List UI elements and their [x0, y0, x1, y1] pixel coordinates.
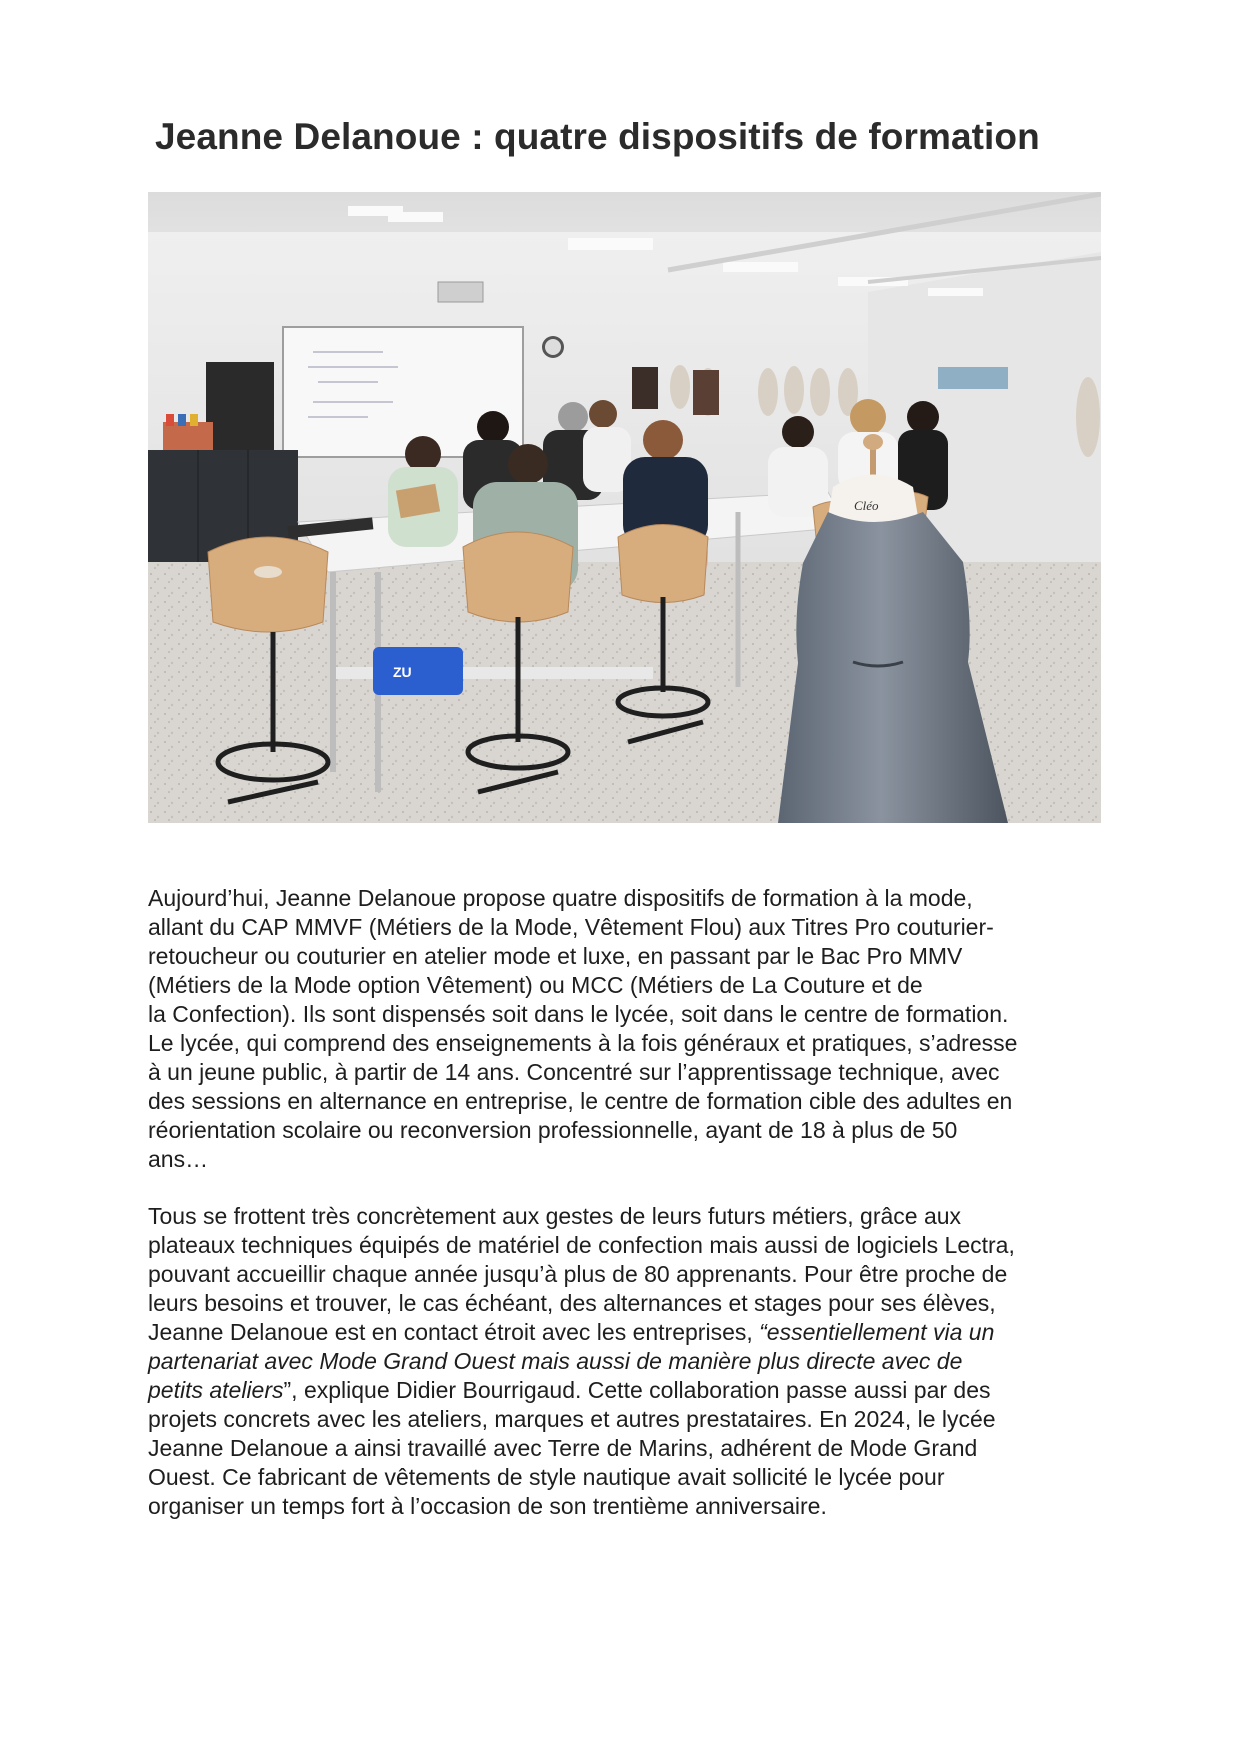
bag-lettering: ZU	[393, 664, 412, 680]
mannequin-label: Cléo	[854, 498, 879, 513]
text-line: retoucheur ou couturier en atelier mode et luxe, en passant par le Bac Pro MMV	[148, 943, 963, 969]
quote-line: partenariat avec Mode Grand Ouest mais aussi de manière plus directe avec de	[148, 1348, 963, 1374]
quote-segment: petits ateliers	[148, 1377, 284, 1403]
text-line: Aujourd’hui, Jeanne Delanoue propose quatre dispositifs de formation à la mode,	[148, 885, 973, 911]
paragraph-1	[148, 884, 1113, 1174]
text-line	[148, 1318, 1113, 1347]
text-line: projets concrets avec les ateliers, marques et autres prestataires. En 2024, le lycée	[148, 1406, 996, 1432]
text-line: Ouest. Ce fabricant de vêtements de style nautique avait sollicité le lycée pour	[148, 1464, 945, 1490]
classroom-photo	[148, 192, 1101, 823]
text-line: des sessions en alternance en entreprise, le centre de formation cible des adultes en	[148, 1088, 1013, 1114]
text-line: Le lycée, qui comprend des enseignements à la fois généraux et pratiques, s’adresse	[148, 1030, 1018, 1056]
text-line: Jeanne Delanoue a ainsi travaillé avec Terre de Marins, adhérent de Mode Grand	[148, 1435, 978, 1461]
text-line: organiser un temps fort à l’occasion de son trentième anniversaire.	[148, 1493, 827, 1519]
quote-segment: “essentiellement via un	[759, 1319, 995, 1345]
text-line	[148, 1376, 1113, 1405]
text-line: Tous se frottent très concrètement aux gestes de leurs futurs métiers, grâce aux	[148, 1203, 962, 1229]
text-segment: Jeanne Delanoue est en contact étroit avec les entreprises,	[148, 1319, 760, 1345]
text-line: à un jeune public, à partir de 14 ans. Concentré sur l’apprentissage technique, avec	[148, 1059, 1000, 1085]
paragraph-2	[148, 1202, 1113, 1521]
text-line: réorientation scolaire ou reconversion professionnelle, ayant de 18 à plus de 50	[148, 1117, 958, 1143]
text-line: (Métiers de la Mode option Vêtement) ou MCC (Métiers de La Couture et de	[148, 972, 923, 998]
text-line: pouvant accueillir chaque année jusqu’à plus de 80 apprenants. Pour être proche de	[148, 1261, 1008, 1287]
article-title: Jeanne Delanoue : quatre dispositifs de formation	[155, 116, 1040, 157]
text-line: la Confection). Ils sont dispensés soit dans le lycée, soit dans le centre de formation.	[148, 1001, 1009, 1027]
text-line: allant du CAP MMVF (Métiers de la Mode, Vêtement Flou) aux Titres Pro couturier-	[148, 914, 994, 940]
text-line: plateaux techniques équipés de matériel de confection mais aussi de logiciels Lectra,	[148, 1232, 1015, 1258]
classroom-illustration	[148, 192, 1101, 823]
text-line: ans…	[148, 1146, 209, 1172]
text-line: leurs besoins et trouver, le cas échéant, des alternances et stages pour ses élèves,	[148, 1290, 996, 1316]
text-segment: ”, explique Didier Bourrigaud. Cette collaboration passe aussi par des	[283, 1377, 991, 1403]
